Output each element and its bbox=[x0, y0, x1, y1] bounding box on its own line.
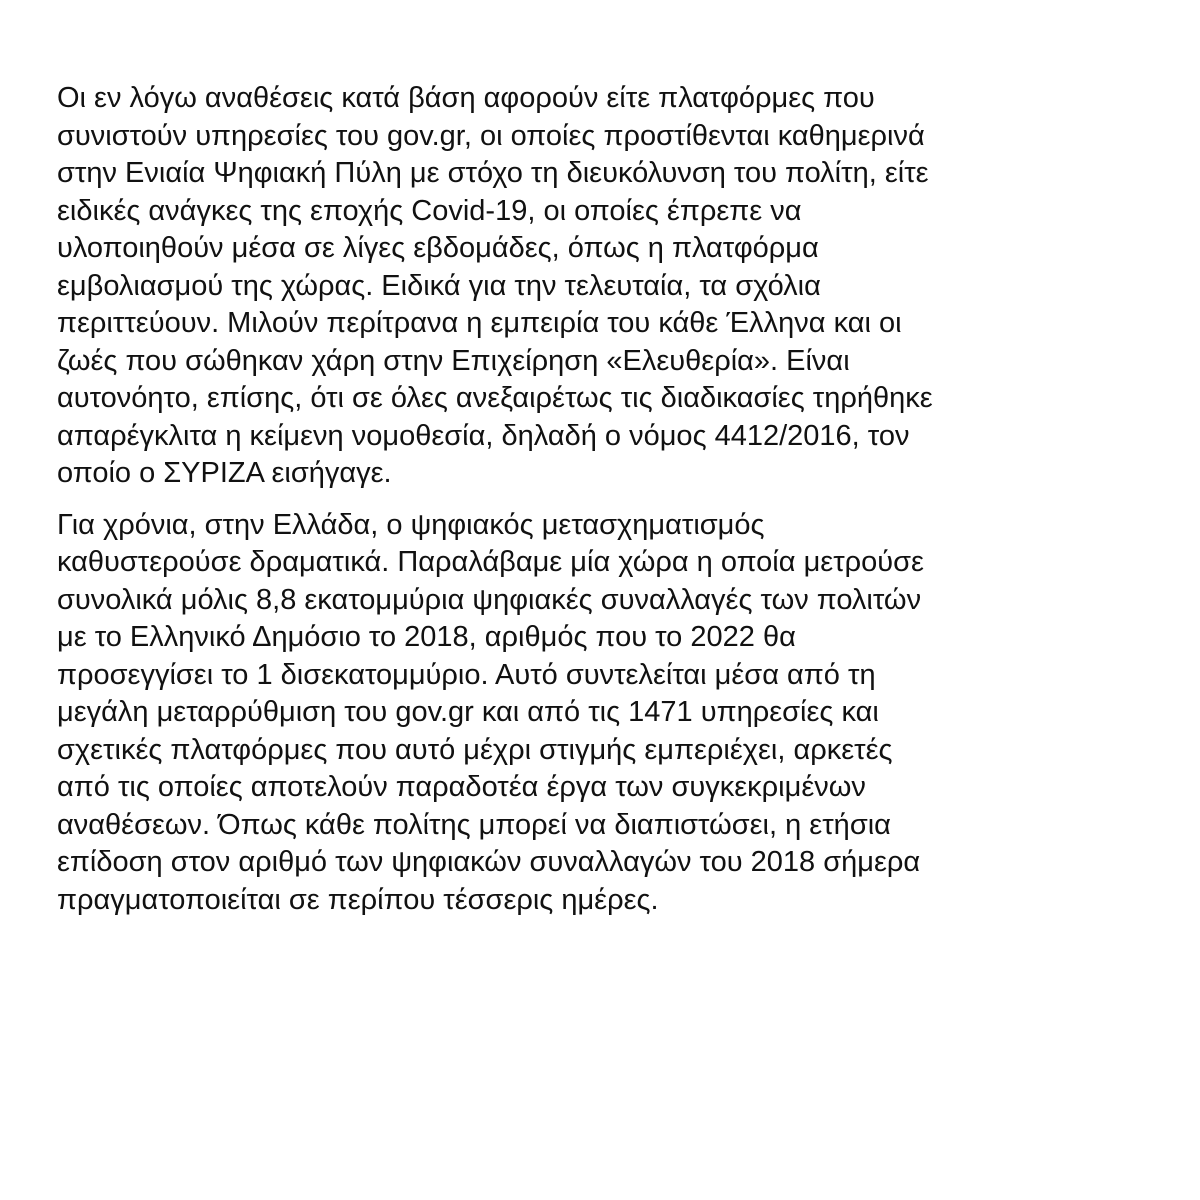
text-line: με το Ελληνικό Δημόσιο το 2018, αριθμός που το 2022 θα bbox=[57, 621, 796, 653]
text-line: μεγάλη μεταρρύθμιση του gov.gr και από τις 1471 υπηρεσίες και bbox=[57, 696, 879, 728]
text-line: απαρέγκλιτα η κείμενη νομοθεσία, δηλαδή ο νόμος 4412/2016, τον bbox=[57, 419, 910, 452]
text-line: πραγματοποιείται σε περίπου τέσσερις ημέρες. bbox=[57, 883, 659, 916]
text-line: περιττεύουν. Μιλούν περίτρανα η εμπειρία του κάθε Έλληνα και οι bbox=[57, 307, 902, 339]
text-line: εμβολιασμού της χώρας. Ειδικά για την τελευταία, τα σχόλια bbox=[57, 269, 821, 302]
text-line: συνιστούν υπηρεσίες του gov.gr, οι οποίες προστίθενται καθημερινά bbox=[57, 119, 925, 152]
text-line: καθυστερούσε δραματικά. Παραλάβαμε μία χώρα η οποία μετρούσε bbox=[57, 546, 924, 578]
text-line: αναθέσεων. Όπως κάθε πολίτης μπορεί να διαπιστώσει, η ετήσια bbox=[57, 808, 891, 841]
text-line: ζωές που σώθηκαν χάρη στην Επιχείρηση «Ελευθερία». Είναι bbox=[57, 344, 850, 377]
text-line: από τις οποίες αποτελούν παραδοτέα έργα των συγκεκριμένων bbox=[57, 771, 866, 803]
text-line: Οι εν λόγω αναθέσεις κατά βάση αφορούν είτε πλατφόρμες που bbox=[57, 82, 875, 114]
text-line: Για χρόνια, στην Ελλάδα, ο ψηφιακός μετασχηματισμός bbox=[57, 508, 765, 541]
text-line: σχετικές πλατφόρμες που αυτό μέχρι στιγμής εμπεριέχει, αρκετές bbox=[57, 733, 893, 766]
text-line: επίδοση στον αριθμό των ψηφιακών συναλλαγών του 2018 σήμερα bbox=[57, 846, 921, 878]
paragraph-1 bbox=[57, 80, 1157, 493]
text-line: συνολικά μόλις 8,8 εκατομμύρια ψηφιακές συναλλαγές των πολιτών bbox=[57, 583, 922, 616]
text-line: υλοποιηθούν μέσα σε λίγες εβδομάδες, όπως η πλατφόρμα bbox=[57, 232, 819, 264]
article-text bbox=[57, 80, 1157, 919]
text-line: ειδικές ανάγκες της εποχής Covid-19, οι οποίες έπρεπε να bbox=[57, 194, 802, 227]
text-line: οποίο ο ΣΥΡΙΖΑ εισήγαγε. bbox=[57, 457, 392, 489]
paragraph-2 bbox=[57, 507, 1157, 920]
text-line: προσεγγίσει το 1 δισεκατομμύριο. Αυτό συντελείται μέσα από τη bbox=[57, 658, 876, 691]
text-line: αυτονόητο, επίσης, ότι σε όλες ανεξαιρέτως τις διαδικασίες τηρήθηκε bbox=[57, 382, 933, 414]
text-line: στην Ενιαία Ψηφιακή Πύλη με στόχο τη διευκόλυνση του πολίτη, είτε bbox=[57, 157, 929, 189]
